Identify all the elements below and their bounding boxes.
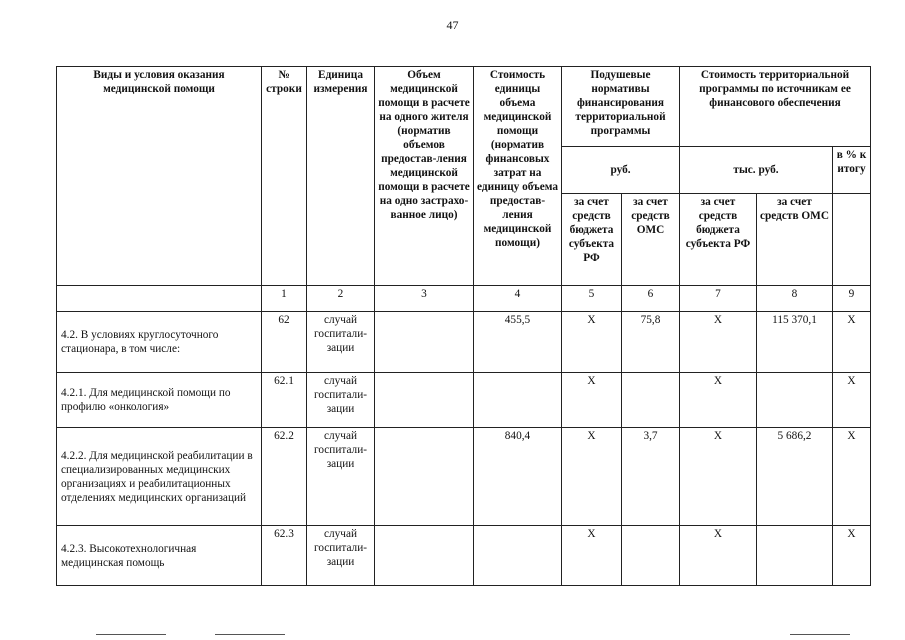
col-number: 9: [833, 286, 871, 312]
row-volume: [375, 526, 474, 586]
header-per-capita: Подушевые нормативы финансирования территориальной программы: [562, 67, 680, 147]
row-c6: 75,8: [622, 312, 680, 373]
row-unit: случай госпитали-зации: [307, 428, 375, 526]
row-c9: Х: [833, 526, 871, 586]
row-c9: Х: [833, 373, 871, 428]
header-oms-thous: за счет средств ОМС: [757, 194, 833, 286]
row-c7: Х: [680, 428, 757, 526]
header-row-no: № строки: [262, 67, 307, 286]
col-number: 8: [757, 286, 833, 312]
row-c7: Х: [680, 526, 757, 586]
col-number: 6: [622, 286, 680, 312]
col-number: 1: [262, 286, 307, 312]
row-c8: 5 686,2: [757, 428, 833, 526]
table-row: [57, 428, 871, 526]
row-cost: 455,5: [474, 312, 562, 373]
row-unit: случай госпитали-зации: [307, 373, 375, 428]
col-num-blank: [57, 286, 262, 312]
row-c6: 3,7: [622, 428, 680, 526]
col-number: 3: [375, 286, 474, 312]
row-c6: [622, 526, 680, 586]
row-cost: [474, 526, 562, 586]
scan-artifact-line: [790, 634, 850, 635]
row-name: 4.2. В условиях круглосуточного стационара, в том числе:: [57, 312, 262, 373]
row-c5: Х: [562, 526, 622, 586]
header-cost-program: Стоимость территориальной программы по источникам ее финансового обеспечения: [680, 67, 871, 147]
row-volume: [375, 373, 474, 428]
scan-artifact-line: [215, 634, 285, 635]
row-c9: Х: [833, 312, 871, 373]
row-name: 4.2.1. Для медицинской помощи по профилю «онкология»: [57, 373, 262, 428]
header-unit: Единица измерения: [307, 67, 375, 286]
header-budget-rub: за счет средств бюджета субъекта РФ: [562, 194, 622, 286]
header-rub: руб.: [562, 147, 680, 194]
header-kinds: Виды и условия оказания медицинской помощи: [57, 67, 262, 286]
header-volume: Объем медицинской помощи в расчете на одного жителя (норматив объемов предостав-ления медицинской помощи в расчете на одно застрахо-ванное лицо): [375, 67, 474, 286]
row-c9: Х: [833, 428, 871, 526]
row-c5: Х: [562, 428, 622, 526]
row-no: 62: [262, 312, 307, 373]
row-no: 62.3: [262, 526, 307, 586]
row-cost: [474, 373, 562, 428]
row-no: 62.2: [262, 428, 307, 526]
table-row: [57, 373, 871, 428]
row-name: 4.2.2. Для медицинской реабилитации в специализированных медицинских организациях и реабилитационных отделениях медицинских организаций: [57, 428, 262, 526]
table-row: [57, 526, 871, 586]
row-c7: Х: [680, 312, 757, 373]
row-volume: [375, 428, 474, 526]
row-cost: 840,4: [474, 428, 562, 526]
row-unit: случай госпитали-зации: [307, 526, 375, 586]
row-c7: Х: [680, 373, 757, 428]
col-number: 4: [474, 286, 562, 312]
row-c8: [757, 373, 833, 428]
header-oms-rub: за счет средств ОМС: [622, 194, 680, 286]
header-thous-rub: тыс. руб.: [680, 147, 833, 194]
col-number: 2: [307, 286, 375, 312]
page-number: 47: [446, 18, 459, 32]
row-c5: Х: [562, 312, 622, 373]
row-c8: 115 370,1: [757, 312, 833, 373]
row-c6: [622, 373, 680, 428]
header-budget-thous: за счет средств бюджета субъекта РФ: [680, 194, 757, 286]
row-c8: [757, 526, 833, 586]
table-row: [57, 312, 871, 373]
row-c5: Х: [562, 373, 622, 428]
col-number: 5: [562, 286, 622, 312]
row-no: 62.1: [262, 373, 307, 428]
data-table: [56, 66, 871, 586]
header-pct-total: в % к итогу: [833, 147, 871, 194]
header-pct-empty: [833, 194, 871, 286]
row-name: 4.2.3. Высокотехнологичная медицинская помощь: [57, 526, 262, 586]
row-unit: случай госпитали-зации: [307, 312, 375, 373]
row-volume: [375, 312, 474, 373]
col-number: 7: [680, 286, 757, 312]
scan-artifact-line: [96, 634, 166, 635]
header-cost-unit: Стоимость единицы объема медицинской помощи (норматив финансовых затрат на единицу объема предостав-ления медицинской помощи): [474, 67, 562, 286]
